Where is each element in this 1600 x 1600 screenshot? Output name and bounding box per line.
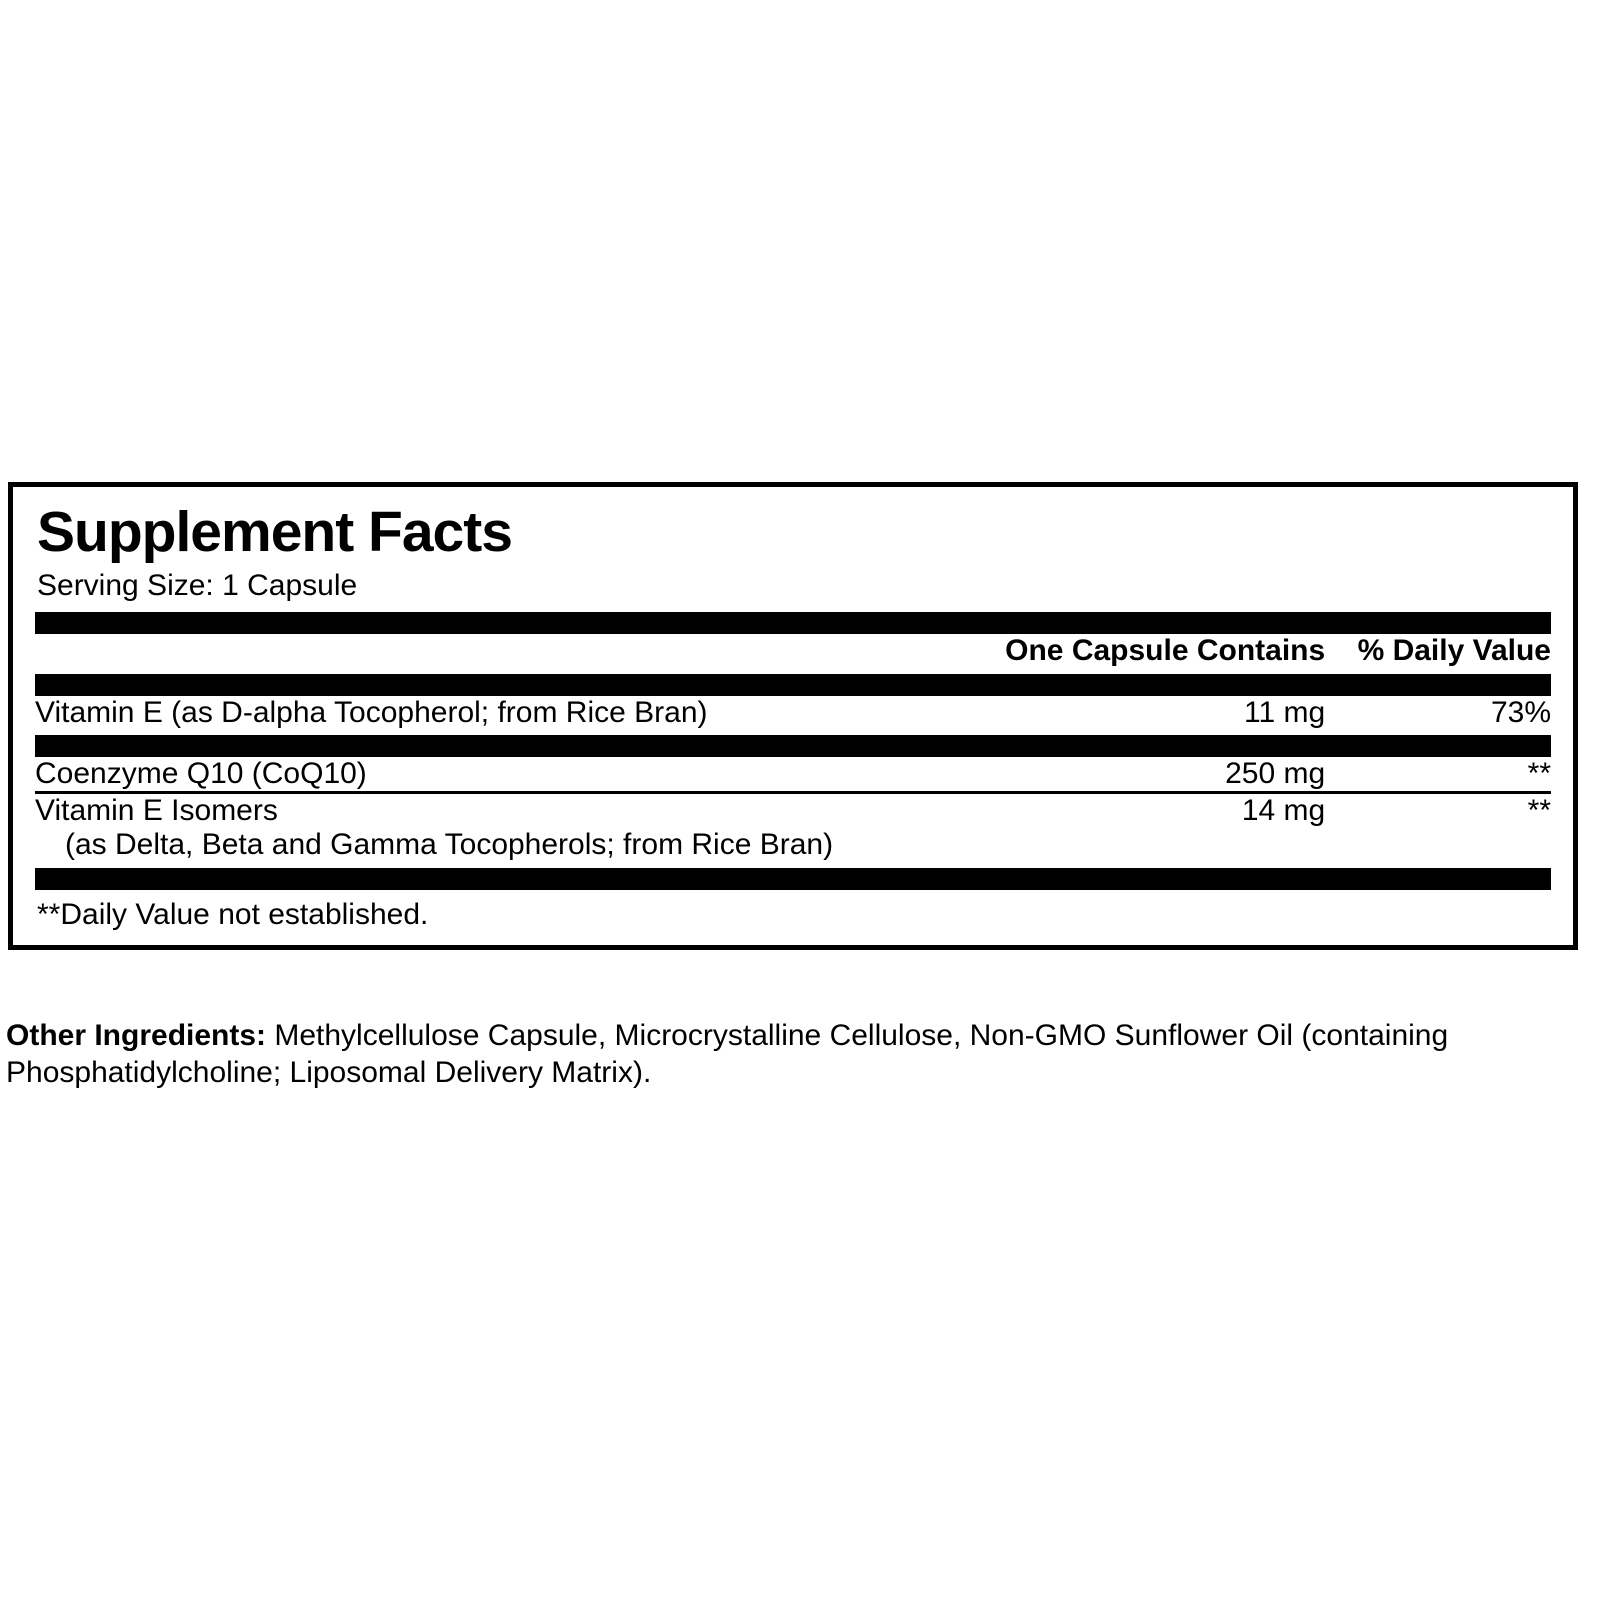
page-title: Supplement Facts [37, 500, 512, 564]
row-amount: 11 mg [1244, 695, 1326, 729]
table-header-row [35, 634, 1551, 668]
table-row [35, 757, 1551, 791]
table-row [35, 794, 1551, 862]
serving-size-text: Serving Size: 1 Capsule [37, 568, 358, 602]
row-sub-label: (as Delta, Beta and Gamma Tocopherols; from Rice Bran) [65, 827, 834, 861]
nutrition-table [35, 634, 1551, 668]
supplement-facts-panel [8, 482, 1578, 950]
table-row [35, 696, 1551, 730]
column-header-name [35, 634, 922, 668]
row-daily-value: ** [1527, 794, 1551, 828]
nutrition-row-coq10 [35, 757, 1551, 791]
divider-thick-mid [35, 735, 1551, 757]
row-amount: 250 mg [1225, 757, 1326, 791]
other-ingredients-label: Other Ingredients: [6, 1019, 267, 1052]
divider-thick-bottom [35, 868, 1551, 890]
divider-thick-under-header [35, 674, 1551, 696]
row-label: Coenzyme Q10 (CoQ10) [35, 757, 367, 791]
row-daily-value: 73% [1490, 695, 1551, 729]
row-daily-value: ** [1527, 757, 1551, 791]
row-label: Vitamin E Isomers [35, 794, 278, 828]
column-header-amount: One Capsule Contains [1005, 633, 1326, 667]
row-amount: 14 mg [1241, 794, 1326, 828]
other-ingredients [6, 1018, 1586, 1091]
other-ingredients-text: Methylcellulose Capsule, Microcrystalline Cellulose, Non-GMO Sunflower Oil (containing Phosphatidylcholine; Liposomal Delivery Matrix). [6, 1019, 1449, 1089]
nutrition-row-vitamin-e [35, 696, 1551, 730]
row-label: Vitamin E (as D-alpha Tocopherol; from Rice Bran) [35, 695, 708, 729]
column-header-daily-value: % Daily Value [1357, 633, 1551, 667]
divider-thick-top [35, 612, 1551, 634]
daily-value-footnote: **Daily Value not established. [37, 898, 429, 932]
nutrition-row-vitamin-e-isomers [35, 794, 1551, 862]
